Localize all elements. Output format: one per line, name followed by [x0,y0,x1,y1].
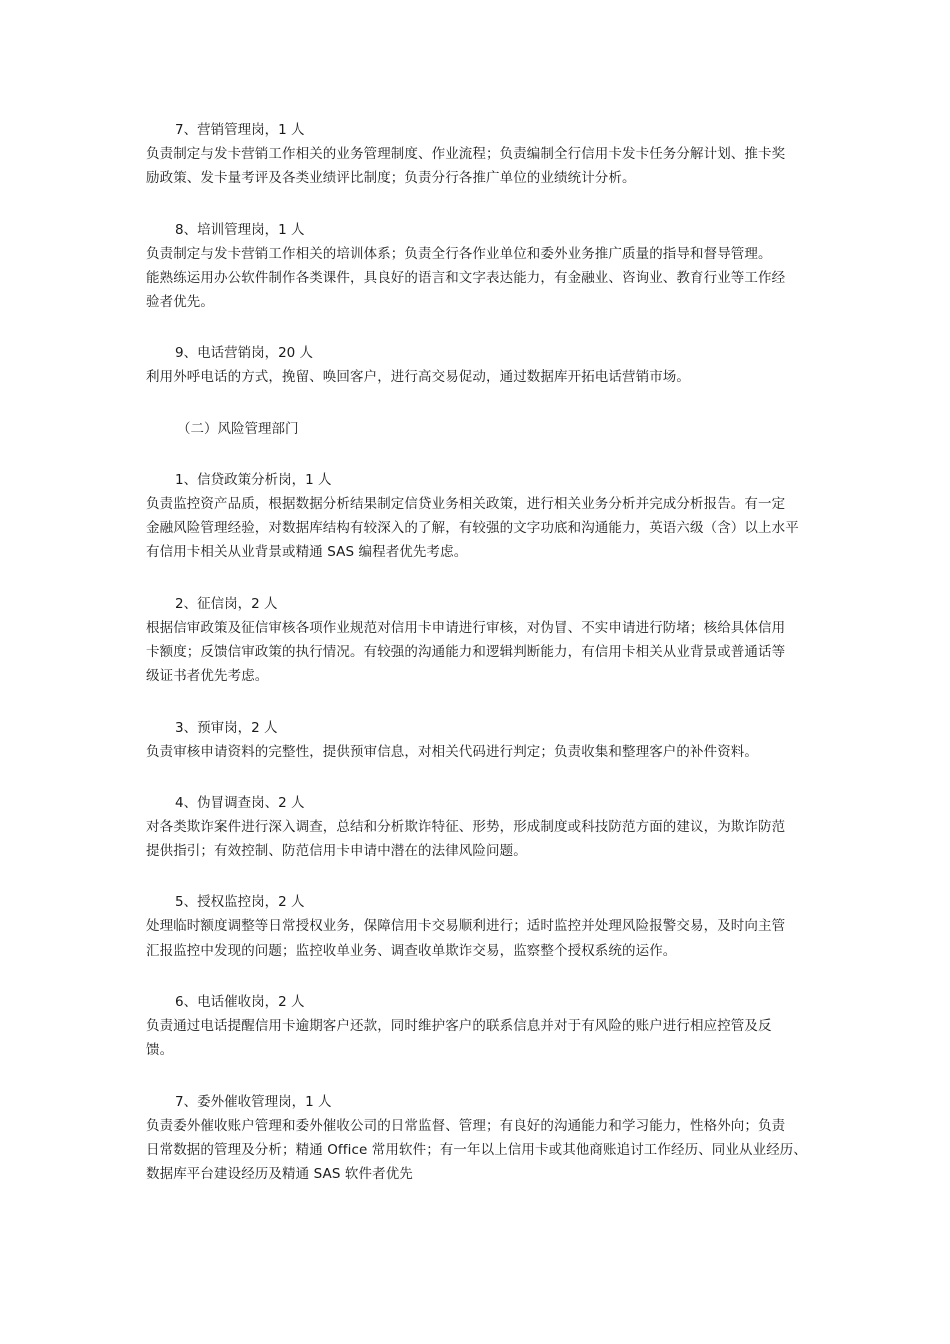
job-title: 6、电话催收岗，2 人 [175,994,305,1011]
desc-line: 励政策、发卡量考评及各类业绩评比制度；负责分行各推广单位的业绩统计分析。 [146,170,636,187]
job-section-outsourced-collection [146,1090,814,1187]
job-section-training-management [146,218,814,315]
job-description [146,740,814,764]
job-description [146,815,814,864]
job-section-fraud-investigation [146,791,814,864]
job-description [146,914,814,963]
job-title: 2、征信岗，2 人 [175,595,278,612]
job-title: 4、伪冒调查岗、2 人 [175,794,305,811]
job-title: 7、委外催收管理岗，1 人 [175,1093,332,1110]
desc-line: 对各类欺诈案件进行深入调查，总结和分析欺诈特征、形势，形成制度或科技防范方面的建议，为欺诈防范 [146,818,786,835]
job-title: 8、培训管理岗，1 人 [175,221,305,238]
desc-line: 馈。 [146,1042,174,1059]
desc-line: 日常数据的管理及分析；精通 Office 常用软件；有一年以上信用卡或其他商账追讨工作经历、同业从业经历、 [146,1141,807,1158]
job-title: 1、信贷政策分析岗，1 人 [175,471,332,488]
job-section-marketing-management [146,118,814,191]
desc-line: 负责审核申请资料的完整性，提供预审信息，对相关代码进行判定；负责收集和整理客户的补件资料。 [146,743,758,760]
job-description [146,365,814,389]
desc-line: 负责通过电话提醒信用卡逾期客户还款，同时维护客户的联系信息并对于有风险的账户进行相应控管及反 [146,1018,772,1035]
desc-line: 有信用卡相关从业背景或精通 SAS 编程者优先考虑。 [146,544,468,561]
job-title: 5、授权监控岗，2 人 [175,894,305,911]
job-section-authorization-monitoring [146,890,814,963]
desc-line: 根据信审政策及征信审核各项作业规范对信用卡申请进行审核，对伪冒、不实申请进行防堵；核给具体信用 [146,619,786,636]
desc-line: 提供指引；有效控制、防范信用卡申请中潜在的法律风险问题。 [146,843,527,860]
desc-line: 数据库平台建设经历及精通 SAS 软件者优先 [146,1166,413,1183]
job-section-telemarketing [146,341,814,389]
job-description [146,242,814,315]
job-description [146,492,814,565]
desc-line: 卡额度；反馈信审政策的执行情况。有较强的沟通能力和逻辑判断能力，有信用卡相关从业背景或普通话等 [146,643,786,660]
job-description [146,1114,814,1187]
job-title: 7、营销管理岗，1 人 [175,122,305,138]
desc-line: 级证书者优先考虑。 [146,668,269,685]
desc-line: 负责委外催收账户管理和委外催收公司的日常监督、管理；有良好的沟通能力和学习能力，性格外向；负责 [146,1117,786,1134]
job-section-credit-policy [146,468,814,565]
desc-line: 验者优先。 [146,294,214,311]
job-section-pre-review [146,716,814,764]
job-section-credit-check [146,592,814,689]
department-heading: （二）风险管理部门 [177,420,299,437]
desc-line: 利用外呼电话的方式，挽留、唤回客户，进行高交易促动，通过数据库开拓电话营销市场。 [146,369,690,386]
job-title: 3、预审岗，2 人 [175,719,278,736]
job-title: 9、电话营销岗，20 人 [175,345,314,362]
desc-line: 能熟练运用办公软件制作各类课件，具良好的语言和文字表达能力，有金融业、咨询业、教育行业等工作经 [146,269,786,286]
job-description [146,1014,814,1063]
desc-line: 负责制定与发卡营销工作相关的业务管理制度、作业流程；负责编制全行信用卡发卡任务分解计划、推卡奖 [146,146,786,162]
desc-line: 负责制定与发卡营销工作相关的培训体系；负责全行各作业单位和委外业务推广质量的指导和督导管理。 [146,245,772,262]
job-description [146,616,814,689]
desc-line: 汇报监控中发现的问题；监控收单业务、调查收单欺诈交易，监察整个授权系统的运作。 [146,942,677,959]
desc-line: 处理临时额度调整等日常授权业务，保障信用卡交易顺利进行；适时监控并处理风险报警交易，及时向主管 [146,918,786,935]
desc-line: 负责监控资产品质，根据数据分析结果制定信贷业务相关政策，进行相关业务分析并完成分析报告。有一定 [146,495,786,512]
job-section-phone-collection [146,990,814,1063]
document-page [146,118,814,1187]
desc-line: 金融风险管理经验，对数据库结构有较深入的了解，有较强的文字功底和沟通能力，英语六级（含）以上水平 [146,520,799,537]
job-description [146,142,814,191]
